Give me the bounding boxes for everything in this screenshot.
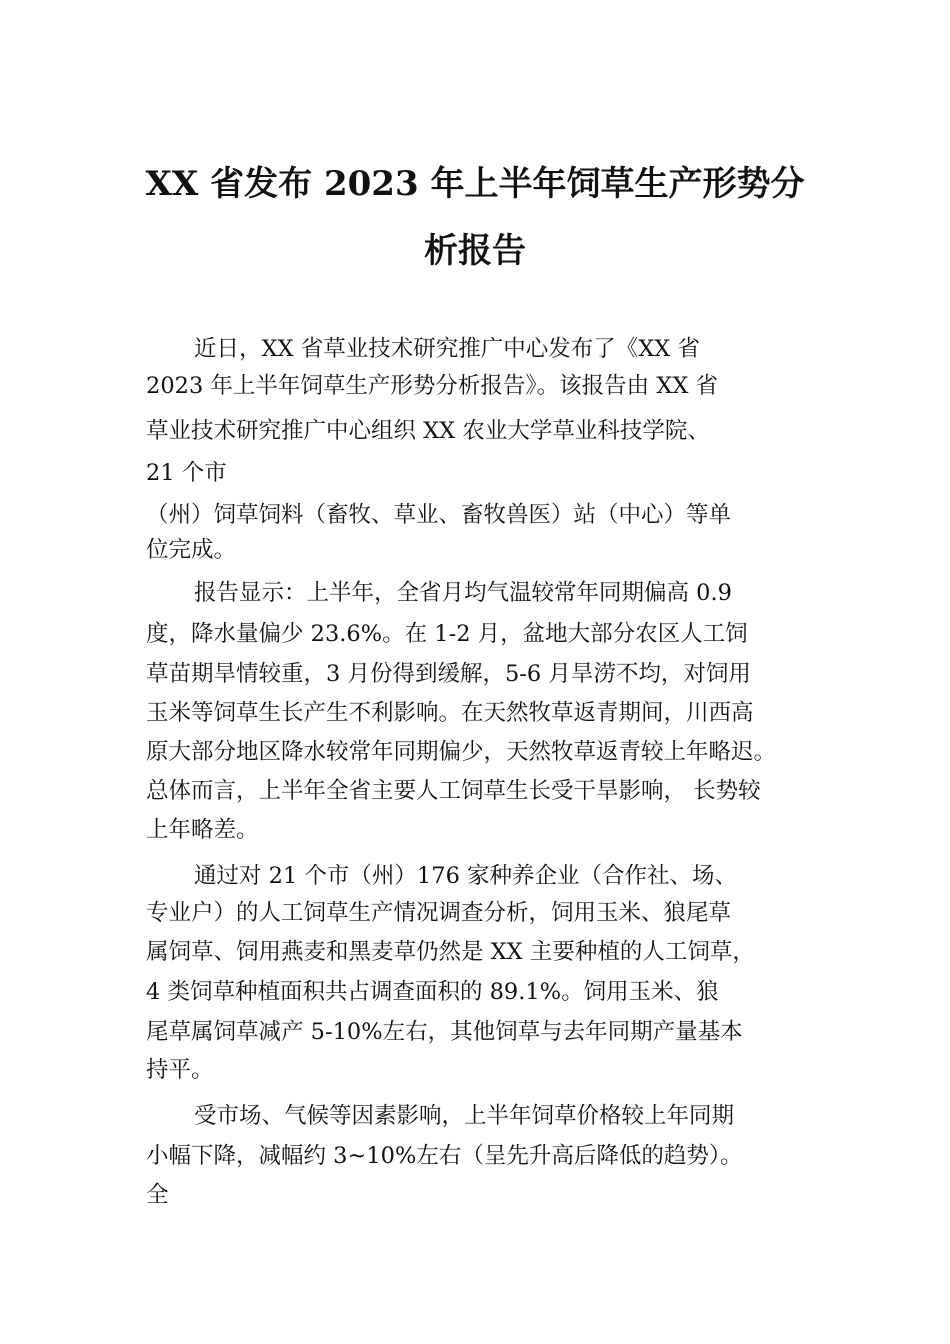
document-title-line-2: 析报告 bbox=[424, 231, 526, 271]
body-line: 草业技术研究推广中心组织 XX 农业大学草业科技学院、 bbox=[146, 418, 710, 444]
body-line: 通过对 21 个市（州）176 家种养企业（合作社、场、 bbox=[194, 863, 738, 889]
body-line: 草苗期旱情较重，3 月份得到缓解，5-6 月旱涝不均，对饲用 bbox=[146, 661, 751, 687]
body-line: 受市场、气候等因素影响，上半年饲草价格较上年同期 bbox=[194, 1103, 735, 1129]
body-line: 近日，XX 省草业技术研究推广中心发布了《XX 省 bbox=[194, 336, 700, 362]
body-line: 4 类饲草种植面积共占调查面积的 89.1%。饲用玉米、狼 bbox=[146, 979, 719, 1005]
body-line: 位完成。 bbox=[146, 537, 237, 563]
body-line: 原大部分地区降水较常年同期偏少，天然牧草返青较上年略迟。 bbox=[146, 739, 777, 765]
body-line: 度，降水量偏少 23.6%。在 1-2 月，盆地大部分农区人工饲 bbox=[146, 621, 748, 647]
body-line: 2023 年上半年饲草生产形势分析报告》。该报告由 XX 省 bbox=[146, 373, 719, 399]
body-line: 小幅下降，减幅约 3~10%左右（呈先升高后降低的趋势）。 bbox=[146, 1143, 743, 1169]
body-line: 尾草属饲草减产 5-10%左右，其他饲草与去年同期产量基本 bbox=[146, 1019, 743, 1045]
body-line: 上年略差。 bbox=[146, 817, 259, 843]
body-line: （州）饲草饲料（畜牧、草业、畜牧兽医）站（中心）等单 bbox=[146, 502, 732, 528]
body-line: 总体而言，上半年全省主要人工饲草生长受干旱影响， 长势较 bbox=[146, 778, 761, 804]
document-title-line-1: XX 省发布 2023 年上半年饲草生产形势分 bbox=[145, 164, 805, 204]
body-line: 玉米等饲草生长产生不利影响。在天然牧草返青期间，川西高 bbox=[146, 700, 754, 726]
body-line: 报告显示：上半年，全省月均气温较常年同期偏高 0.9 bbox=[194, 580, 732, 606]
body-line: 持平。 bbox=[146, 1057, 214, 1083]
body-line: 21 个市 bbox=[146, 460, 227, 486]
body-line: 全 bbox=[146, 1182, 169, 1208]
body-line: 专业户）的人工饲草生产情况调查分析，饲用玉米、狼尾草 bbox=[146, 900, 732, 926]
body-line: 属饲草、饲用燕麦和黑麦草仍然是 XX 主要种植的人工饲草， bbox=[146, 939, 755, 965]
